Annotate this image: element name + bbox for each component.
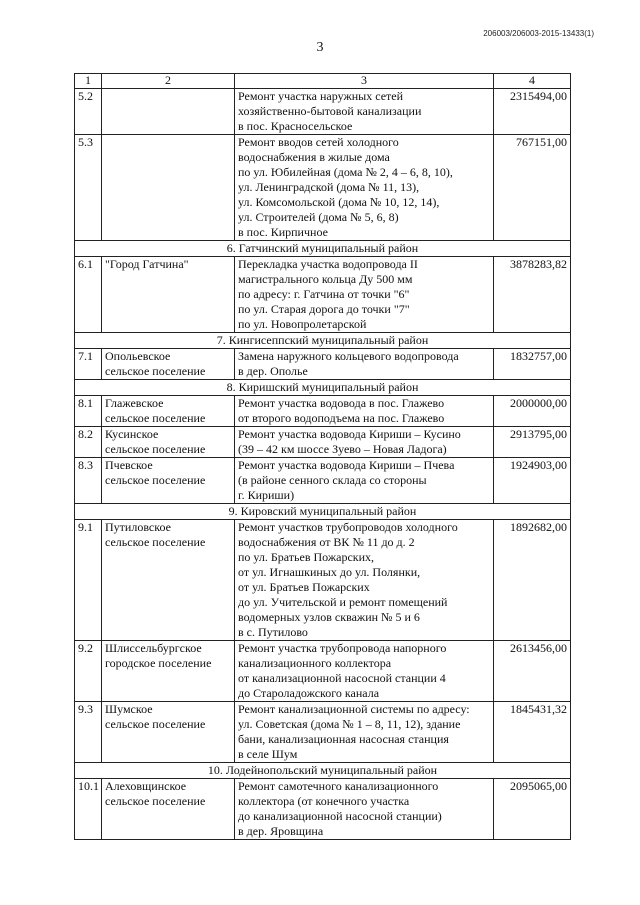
- section-title: 9. Кировский муниципальный район: [75, 504, 571, 520]
- description-cell: [235, 520, 494, 641]
- description-line: ул. Комсомольской (дома № 10, 12, 14),: [238, 195, 440, 209]
- amount-cell: 2315494,00: [494, 89, 571, 135]
- row-number: 7.1: [75, 349, 102, 380]
- header-cell-3: 3: [235, 74, 494, 89]
- municipality-cell: [102, 349, 235, 380]
- municipality-line: Алеховщинское: [105, 779, 187, 793]
- description-line: по адресу: г. Гатчина от точки "6": [238, 287, 410, 301]
- description-line: в дер. Яровщина: [238, 824, 324, 838]
- row-number: 5.3: [75, 135, 102, 241]
- municipality-cell: [102, 89, 235, 135]
- municipality-line: сельское поселение: [105, 473, 206, 487]
- municipality-cell: [102, 458, 235, 504]
- amount-cell: 1832757,00: [494, 349, 571, 380]
- amount-cell: 2913795,00: [494, 427, 571, 458]
- description-line: Ремонт участка водовода Кириши – Кусино: [238, 427, 461, 441]
- row-number: 8.2: [75, 427, 102, 458]
- description-cell: [235, 641, 494, 702]
- description-line: по ул. Братьев Пожарских,: [238, 550, 375, 564]
- municipality-line: сельское поселение: [105, 794, 206, 808]
- table-row: [75, 458, 571, 504]
- section-title: 6. Гатчинский муниципальный район: [75, 241, 571, 257]
- description-line: в пос. Красносельское: [238, 119, 353, 133]
- header-cell-1: 1: [75, 74, 102, 89]
- section-row: [75, 763, 571, 779]
- description-line: Ремонт участка водовода в пос. Глажево: [238, 396, 445, 410]
- municipality-line: Опольевское: [105, 349, 171, 363]
- municipality-line: Путиловское: [105, 520, 171, 534]
- description-line: Ремонт вводов сетей холодного: [238, 135, 399, 149]
- description-line: ул. Строителей (дома № 5, 6, 8): [238, 210, 399, 224]
- description-line: г. Кириши): [238, 488, 295, 502]
- description-line: Ремонт самотечного канализационного: [238, 779, 439, 793]
- municipality-line: Шлиссельбургское: [105, 641, 202, 655]
- description-line: в пос. Кирпичное: [238, 225, 328, 239]
- description-line: до Староладожского канала: [238, 686, 380, 700]
- amount-cell: 2095065,00: [494, 779, 571, 840]
- description-line: Ремонт участка водовода Кириши – Пчева: [238, 458, 455, 472]
- description-line: Ремонт участка трубопровода напорного: [238, 641, 447, 655]
- section-row: [75, 504, 571, 520]
- description-line: в дер. Ополье: [238, 364, 308, 378]
- description-line: Ремонт участка наружных сетей: [238, 89, 404, 103]
- description-cell: [235, 89, 494, 135]
- municipality-cell: [102, 396, 235, 427]
- municipality-line: сельское поселение: [105, 535, 206, 549]
- municipality-cell: [102, 257, 235, 333]
- municipality-line: сельское поселение: [105, 411, 206, 425]
- description-line: от канализационной насосной станции 4: [238, 671, 446, 685]
- description-cell: [235, 349, 494, 380]
- description-line: канализационного коллектора: [238, 656, 392, 670]
- description-line: хозяйственно-бытовой канализации: [238, 104, 422, 118]
- section-title: 8. Киришский муниципальный район: [75, 380, 571, 396]
- table-row: [75, 257, 571, 333]
- description-cell: [235, 458, 494, 504]
- table-row: [75, 427, 571, 458]
- row-number: 8.3: [75, 458, 102, 504]
- amount-cell: 1892682,00: [494, 520, 571, 641]
- description-line: по ул. Старая дорога до точки "7": [238, 302, 410, 316]
- header-row: [75, 74, 571, 89]
- municipality-line: городское поселение: [105, 656, 212, 670]
- municipality-cell: [102, 135, 235, 241]
- municipality-cell: [102, 702, 235, 763]
- description-line: до канализационной насосной станции): [238, 809, 442, 823]
- description-cell: [235, 427, 494, 458]
- description-line: (в районе сенного склада со стороны: [238, 473, 427, 487]
- description-line: коллектора (от конечного участка: [238, 794, 410, 808]
- municipality-cell: [102, 641, 235, 702]
- header-cell-4: 4: [494, 74, 571, 89]
- projects-table: [74, 73, 571, 840]
- municipality-line: Шумское: [105, 702, 153, 716]
- municipality-line: сельское поселение: [105, 364, 206, 378]
- description-cell: [235, 396, 494, 427]
- municipality-line: сельское поселение: [105, 717, 206, 731]
- description-line: бани, канализационная насосная станция: [238, 732, 449, 746]
- amount-cell: 2000000,00: [494, 396, 571, 427]
- amount-cell: 2613456,00: [494, 641, 571, 702]
- row-number: 8.1: [75, 396, 102, 427]
- page-number: 3: [316, 40, 324, 55]
- row-number: 9.2: [75, 641, 102, 702]
- description-line: ул. Советская (дома № 1 – 8, 11, 12), здание: [238, 717, 461, 731]
- description-cell: [235, 702, 494, 763]
- document-id: 206003/206003-2015-13433(1): [483, 29, 594, 38]
- municipality-line: сельское поселение: [105, 442, 206, 456]
- description-line: от второго водоподъема на пос. Глажево: [238, 411, 445, 425]
- table-body: [75, 74, 571, 840]
- table-row: [75, 702, 571, 763]
- description-line: по ул. Новопролетарской: [238, 317, 367, 331]
- description-line: Ремонт канализационной системы по адресу:: [238, 702, 470, 716]
- description-line: Замена наружного кольцевого водопровода: [238, 349, 459, 363]
- description-line: до ул. Учительской и ремонт помещений: [238, 595, 448, 609]
- description-line: Перекладка участка водопровода II: [238, 257, 418, 271]
- row-number: 10.1: [75, 779, 102, 840]
- section-row: [75, 380, 571, 396]
- description-line: ул. Ленинградской (дома № 11, 13),: [238, 180, 420, 194]
- section-title: 7. Кингисеппский муниципальный район: [75, 333, 571, 349]
- header-cell-2: 2: [102, 74, 235, 89]
- description-line: от ул. Игнашкиных до ул. Полянки,: [238, 565, 421, 579]
- amount-cell: 767151,00: [494, 135, 571, 241]
- description-line: Ремонт участков трубопроводов холодного: [238, 520, 458, 534]
- section-title: 10. Лодейнопольский муниципальный район: [75, 763, 571, 779]
- municipality-cell: [102, 779, 235, 840]
- description-cell: [235, 135, 494, 241]
- description-line: (39 – 42 км шоссе Зуево – Новая Ладога): [238, 442, 447, 456]
- amount-cell: 1924903,00: [494, 458, 571, 504]
- table-row: [75, 349, 571, 380]
- row-number: 5.2: [75, 89, 102, 135]
- description-line: по ул. Юбилейная (дома № 2, 4 – 6, 8, 10),: [238, 165, 453, 179]
- municipality-cell: [102, 427, 235, 458]
- description-line: магистрального кольца Ду 500 мм: [238, 272, 413, 286]
- amount-cell: 3878283,82: [494, 257, 571, 333]
- table-row: [75, 520, 571, 641]
- description-line: в селе Шум: [238, 747, 298, 761]
- description-cell: [235, 257, 494, 333]
- description-line: водомерных узлов скважин № 5 и 6: [238, 610, 420, 624]
- description-line: водоснабжения от ВК № 11 до д. 2: [238, 535, 415, 549]
- municipality-line: Кусинское: [105, 427, 159, 441]
- row-number: 9.1: [75, 520, 102, 641]
- row-number: 9.3: [75, 702, 102, 763]
- description-line: от ул. Братьев Пожарских: [238, 580, 370, 594]
- row-number: 6.1: [75, 257, 102, 333]
- description-line: водоснабжения в жилые дома: [238, 150, 390, 164]
- table-row: [75, 641, 571, 702]
- section-row: [75, 241, 571, 257]
- description-line: в с. Путилово: [238, 625, 308, 639]
- municipality-line: Глажевское: [105, 396, 164, 410]
- municipality-cell: [102, 520, 235, 641]
- table-row: [75, 89, 571, 135]
- table-row: [75, 135, 571, 241]
- section-row: [75, 333, 571, 349]
- description-cell: [235, 779, 494, 840]
- municipality-line: Пчевское: [105, 458, 153, 472]
- table-row: [75, 396, 571, 427]
- table-row: [75, 779, 571, 840]
- municipality-line: "Город Гатчина": [105, 257, 189, 271]
- amount-cell: 1845431,32: [494, 702, 571, 763]
